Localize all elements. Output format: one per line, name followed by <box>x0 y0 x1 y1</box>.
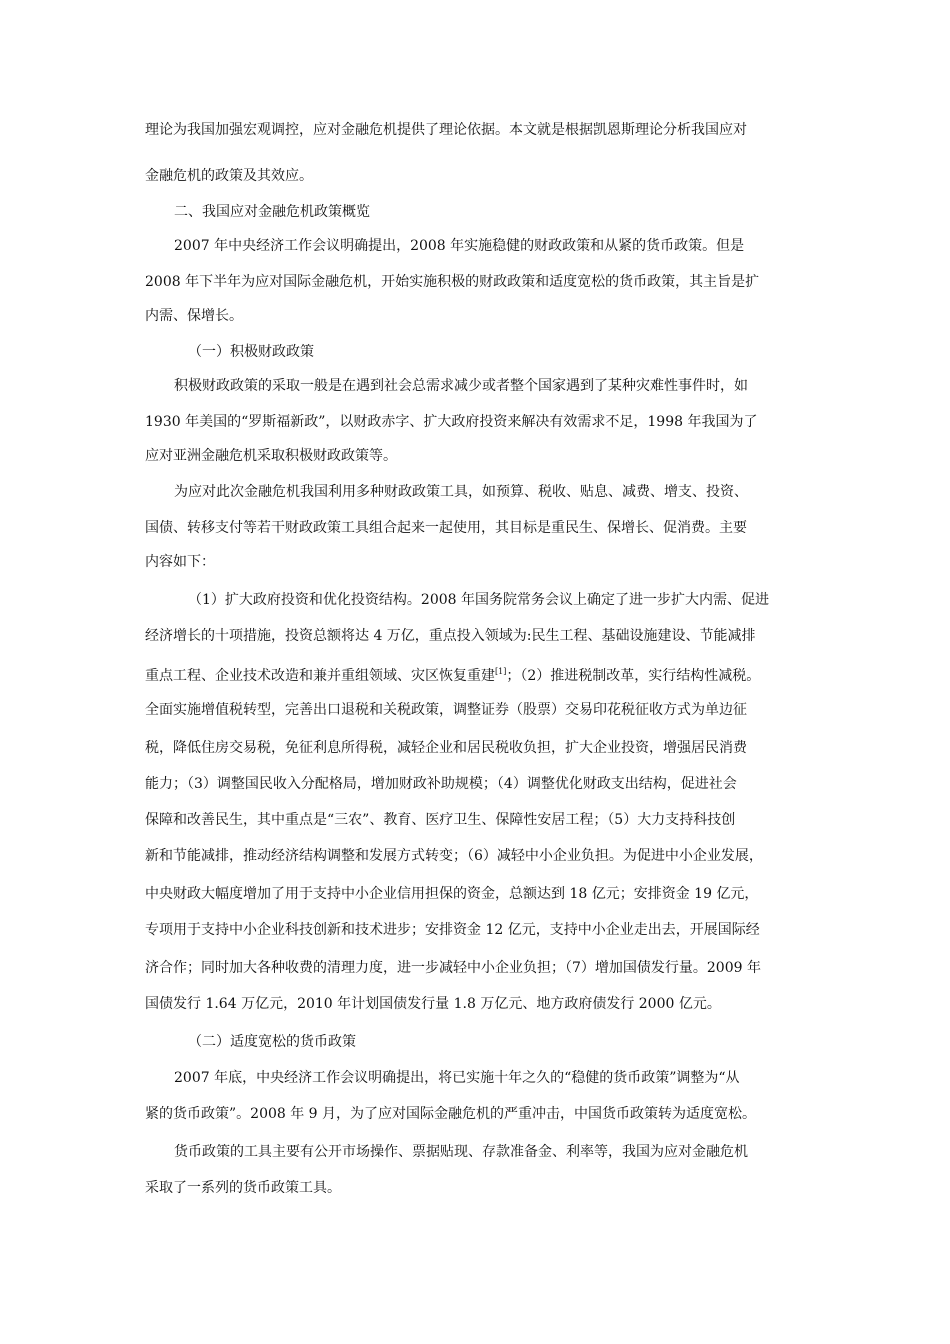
body-line: （1）扩大政府投资和优化投资结构。2008 年国务院常务会议上确定了进一步扩大内需、促进 <box>188 592 769 608</box>
body-line: 专项用于支持中小企业科技创新和技术进步；安排资金 12 亿元，支持中小企业走出去，开展国际经 <box>145 922 760 938</box>
body-line: 国债发行 1.64 万亿元，2010 年计划国债发行量 1.8 万亿元、地方政府债发行 2000 亿元。 <box>145 996 721 1012</box>
body-line: 新和节能减排，推动经济结构调整和发展方式转变；（6）减轻中小企业负担。为促进中小企业发展， <box>145 848 763 864</box>
body-line <box>145 662 805 686</box>
body-line: 为应对此次金融危机我国利用多种财政政策工具，如预算、税收、贴息、减费、增支、投资、 <box>174 484 748 500</box>
body-line: 中央财政大幅度增加了用于支持中小企业信用担保的资金，总额达到 18 亿元；安排资金 19 亿元， <box>145 886 759 902</box>
body-line: 内需、保增长。 <box>145 308 243 324</box>
body-line: 货币政策的工具主要有公开市场操作、票据贴现、存款准备金、利率等，我国为应对金融危机 <box>174 1144 748 1160</box>
body-line: 1930 年美国的“罗斯福新政”，以财政赤字、扩大政府投资来解决有效需求不足，1998 年我国为了 <box>145 414 758 430</box>
body-line: 济合作；同时加大各种收费的清理力度，进一步减轻中小企业负担；（7）增加国债发行量。2009 年 <box>145 960 761 976</box>
subsection-heading: （二）适度宽松的货币政策 <box>188 1034 356 1050</box>
body-line: 紧的货币政策”。2008 年 9 月，为了应对国际金融危机的严重冲击，中国货币政策转为适度宽松。 <box>145 1106 757 1122</box>
body-line: 2007 年中央经济工作会议明确提出，2008 年实施稳健的财政政策和从紧的货币政策。但是 <box>174 238 745 254</box>
body-line: 积极财政政策的采取一般是在遇到社会总需求减少或者整个国家遇到了某种灾难性事件时，如 <box>174 378 748 394</box>
body-line-text: 重点工程、企业技术改造和兼并重组领域、灾区恢复重建 <box>145 668 495 684</box>
subsection-heading: （一）积极财政政策 <box>188 344 314 360</box>
body-line-text: ；（2）推进税制改革，实行结构性减税。 <box>506 668 761 684</box>
body-line: 采取了一系列的货币政策工具。 <box>145 1180 341 1196</box>
body-line: 2008 年下半年为应对国际金融危机，开始实施积极的财政政策和适度宽松的货币政策，其主旨是扩 <box>145 274 760 290</box>
section-heading: 二、我国应对金融危机政策概览 <box>174 204 370 220</box>
body-line: 全面实施增值税转型，完善出口退税和关税政策，调整证券（股票）交易印花税征收方式为单边征 <box>145 702 747 718</box>
body-line: 2007 年底，中央经济工作会议明确提出，将已实施十年之久的“稳健的货币政策”调整为“从 <box>174 1070 740 1086</box>
body-line: 国债、转移支付等若干财政政策工具组合起来一起使用，其目标是重民生、保增长、促消费。主要 <box>145 520 747 536</box>
body-line: 保障和改善民生，其中重点是“三农”、教育、医疗卫生、保障性安居工程；（5）大力支持科技创 <box>145 812 736 828</box>
footnote-ref: [1] <box>495 667 507 676</box>
body-line: 应对亚洲金融危机采取积极财政政策等。 <box>145 448 397 464</box>
body-line: 内容如下： <box>145 554 215 570</box>
body-line: 能力；（3）调整国民收入分配格局，增加财政补助规模；（4）调整优化财政支出结构，促进社会 <box>145 776 737 792</box>
body-line: 税，降低住房交易税，免征利息所得税，减轻企业和居民税收负担，扩大企业投资，增强居民消费 <box>145 740 747 756</box>
body-line: 金融危机的政策及其效应。 <box>145 168 313 184</box>
body-line: 经济增长的十项措施，投资总额将达 4 万亿，重点投入领域为:民生工程、基础设施建设、节能减排 <box>145 628 756 644</box>
body-line: 理论为我国加强宏观调控，应对金融危机提供了理论依据。本文就是根据凯恩斯理论分析我国应对 <box>145 122 747 138</box>
